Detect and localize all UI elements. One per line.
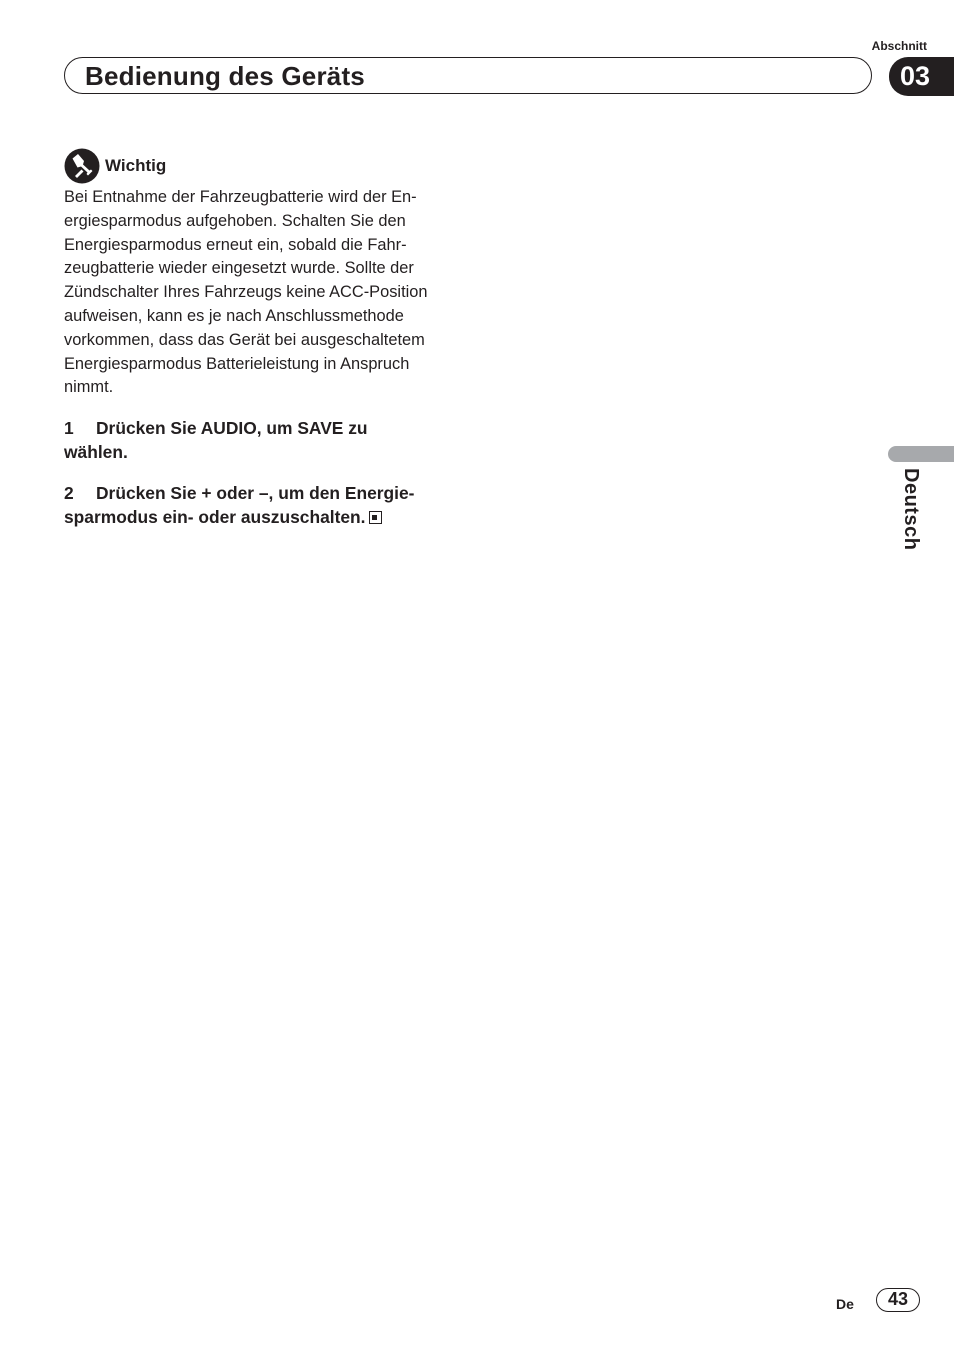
step-1-line-1 (64, 416, 464, 440)
title-bar (64, 57, 872, 94)
step-1 (64, 416, 464, 464)
important-header (64, 148, 166, 184)
page-title: Bedienung des Geräts (85, 61, 365, 91)
page-number: 43 (876, 1288, 920, 1312)
body-line: Zündschalter Ihres Fahrzeugs keine ACC-Position (64, 283, 428, 302)
step-2-line-2 (64, 505, 464, 529)
body-line: Energiesparmodus Batterieleistung in Anspruch (64, 354, 410, 373)
body-line: zeugbatterie wieder eingesetzt wurde. Sollte der (64, 259, 414, 278)
step-1-line-2: wählen. (64, 442, 128, 462)
section-label: Abschnitt (871, 39, 927, 53)
step-text: Drücken Sie AUDIO, um SAVE zu (96, 418, 368, 438)
body-line: ergiesparmodus aufgehoben. Schalten Sie den (64, 211, 406, 230)
body-line: Energiesparmodus erneut ein, sobald die Fahr- (64, 235, 407, 254)
language-tab (888, 446, 954, 462)
step-2 (64, 481, 464, 529)
end-of-section-icon (369, 511, 382, 524)
body-line: nimmt. (64, 378, 114, 397)
footer-language-code: De (836, 1296, 854, 1312)
step-text: Drücken Sie + oder –, um den Energie- (96, 483, 415, 503)
section-number-badge: 03 (889, 57, 954, 96)
step-2-line-1 (64, 481, 464, 505)
language-label: Deutsch (900, 468, 922, 551)
body-line: aufweisen, kann es je nach Anschlussmethode (64, 306, 404, 325)
important-body (64, 186, 464, 400)
body-line: Bei Entnahme der Fahrzeugbatterie wird der En- (64, 188, 417, 206)
body-line: vorkommen, dass das Gerät bei ausgeschaltetem (64, 330, 425, 349)
important-label: Wichtig (105, 156, 167, 175)
step-number: 2 (64, 483, 74, 503)
step-text: sparmodus ein- oder auszuschalten. (64, 507, 366, 527)
important-icon (64, 148, 100, 184)
step-number: 1 (64, 418, 74, 438)
